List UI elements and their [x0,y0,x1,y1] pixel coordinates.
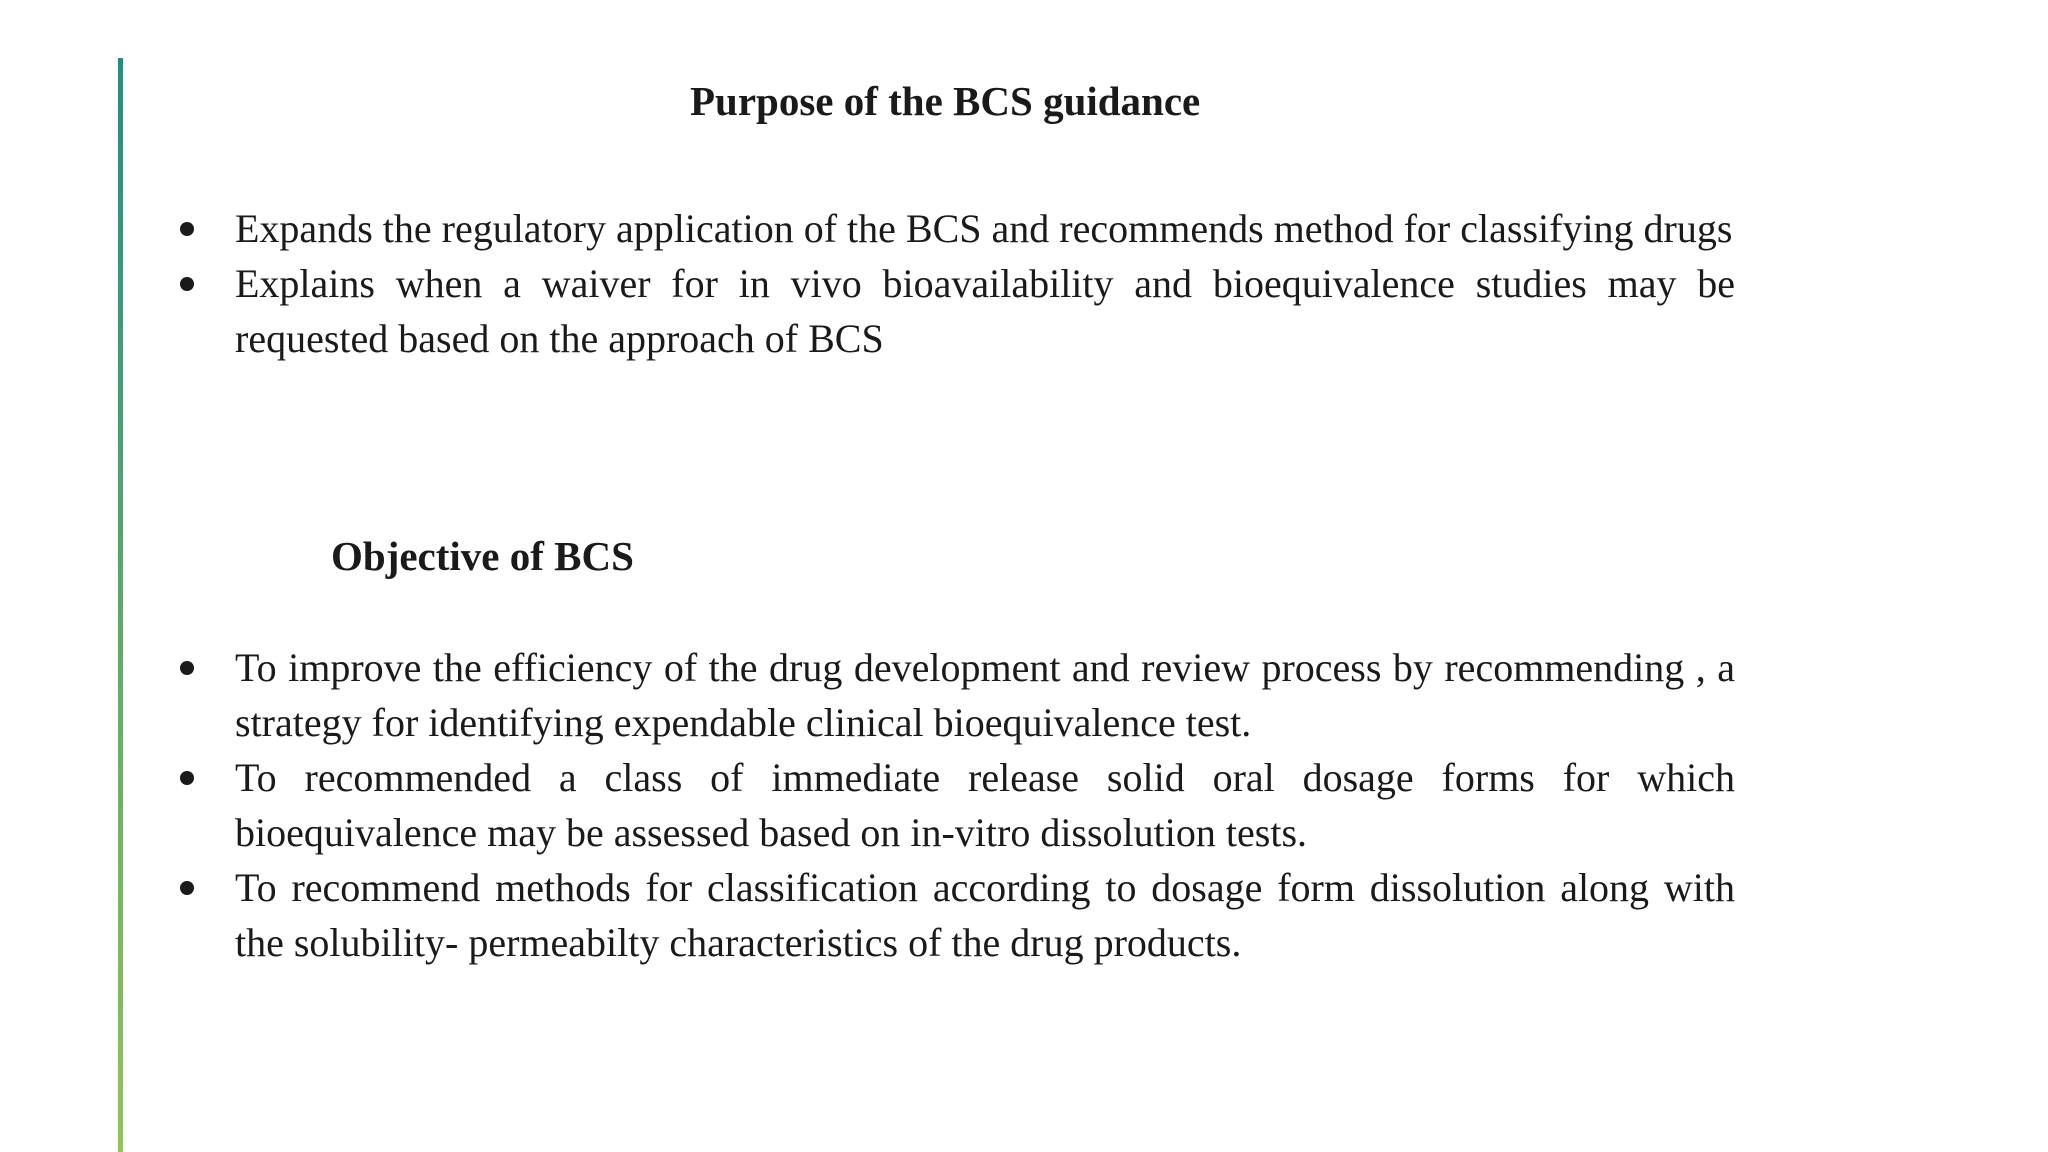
purpose-bullet-item [0,256,1735,366]
bullet-dot-icon [180,277,194,291]
bullet-text: To recommended a class of immediate release solid oral dosage forms for which bioequivalence may be assessed based on in-vitro dissolution tests. [235,755,1735,855]
bullet-text: Expands the regulatory application of the BCS and recommends method for classifying drugs [235,206,1733,251]
bullet-text: Explains when a waiver for in vivo bioavailability and bioequivalence studies may be requested based on the approach of BCS [235,261,1735,361]
objective-bullet-item [0,860,1735,970]
objective-bullet-item [0,640,1735,750]
purpose-bullet-item [0,201,1735,256]
bullet-dot-icon [180,771,194,785]
bullet-dot-icon [180,881,194,895]
objective-bullet-item [0,750,1735,860]
bullet-text: To improve the efficiency of the drug development and review process by recommending , a strategy for identifying expendable clinical bioequivalence test. [235,645,1735,745]
bullet-dot-icon [180,222,194,236]
purpose-bullet-list [0,201,1735,366]
heading-objective: Objective of BCS [331,533,634,579]
bullet-dot-icon [180,661,194,675]
bullet-text: To recommend methods for classification according to dosage form dissolution along with the solubility- permeabilty characteristics of the drug products. [235,865,1735,965]
heading-purpose: Purpose of the BCS guidance [690,78,1201,124]
objective-bullet-list [0,640,1735,970]
